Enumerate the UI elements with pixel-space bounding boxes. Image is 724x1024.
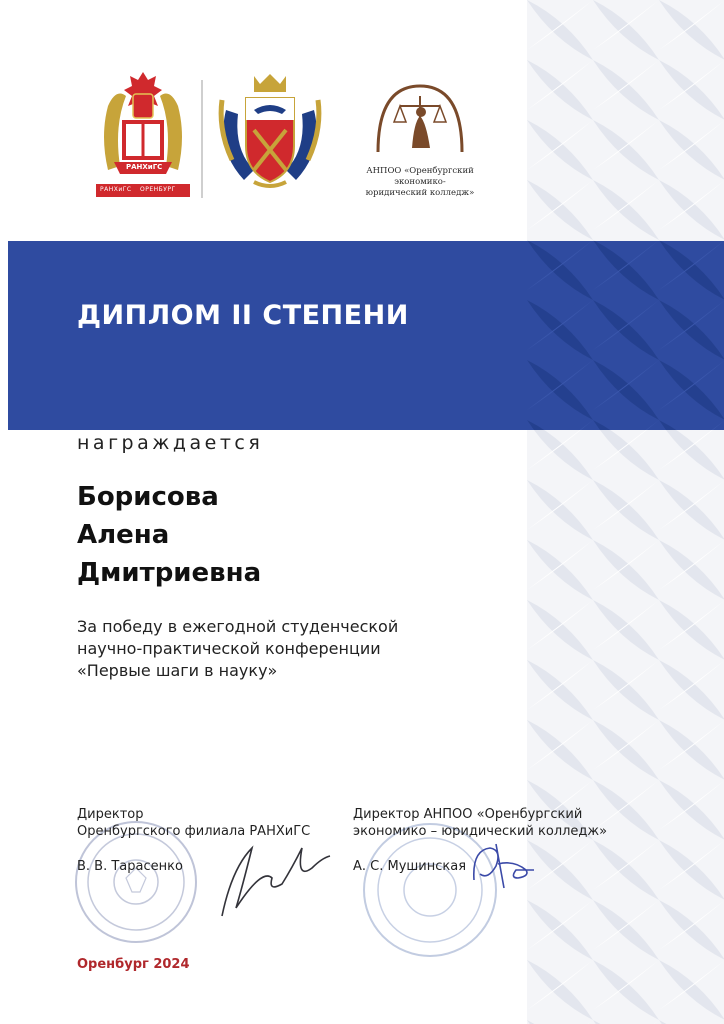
right-signatory-name: А. С. Мушинская	[353, 859, 467, 874]
orenburg-coat-of-arms	[214, 70, 326, 190]
left-signatory-name: В. В. Тарасенко	[77, 859, 183, 874]
title-band	[8, 241, 527, 430]
decorative-pattern	[527, 0, 724, 1024]
right-signature	[468, 840, 538, 892]
ranepa-ribbon-label: РАНХиГС	[126, 163, 163, 171]
recipient-surname: Борисова	[77, 482, 219, 512]
recipient-first-name: Алена	[77, 520, 170, 550]
college-label-line2: юридический колледж»	[365, 188, 475, 198]
recipient-name	[77, 478, 261, 592]
left-signatory-title	[77, 806, 310, 840]
reason-line-3: «Первые шаги в науку»	[77, 661, 278, 680]
awarded-label: награждается	[77, 432, 264, 454]
logo-separator	[201, 80, 203, 198]
award-reason	[77, 616, 398, 682]
right-title-line2: экономико – юридический колледж»	[353, 824, 608, 839]
ranepa-sub-label: РАНХиГС	[100, 186, 132, 193]
logos-row	[0, 0, 527, 240]
college-label-line1: АНПОО «Оренбургский экономико-	[366, 166, 474, 187]
right-title-line1: Директор АНПОО «Оренбургский	[353, 807, 583, 822]
ranepa-city-label: ОРЕНБУРГ	[140, 186, 176, 193]
recipient-patronymic: Дмитриевна	[77, 558, 262, 588]
ranepa-logo	[96, 66, 190, 198]
college-logo	[374, 82, 466, 156]
reason-line-2: научно-практической конференции	[77, 639, 381, 658]
college-label	[340, 166, 500, 199]
left-title-line1: Директор	[77, 807, 144, 822]
left-signature	[192, 828, 332, 918]
ranepa-footer-label	[100, 186, 176, 193]
left-title-line2: Оренбургского филиала РАНХиГС	[77, 824, 311, 839]
diploma-title: ДИПЛОМ II СТЕПЕНИ	[77, 300, 409, 331]
city-year: Оренбург 2024	[77, 957, 190, 972]
reason-line-1: За победу в ежегодной студенческой	[77, 617, 399, 636]
right-signatory-title	[353, 806, 607, 840]
